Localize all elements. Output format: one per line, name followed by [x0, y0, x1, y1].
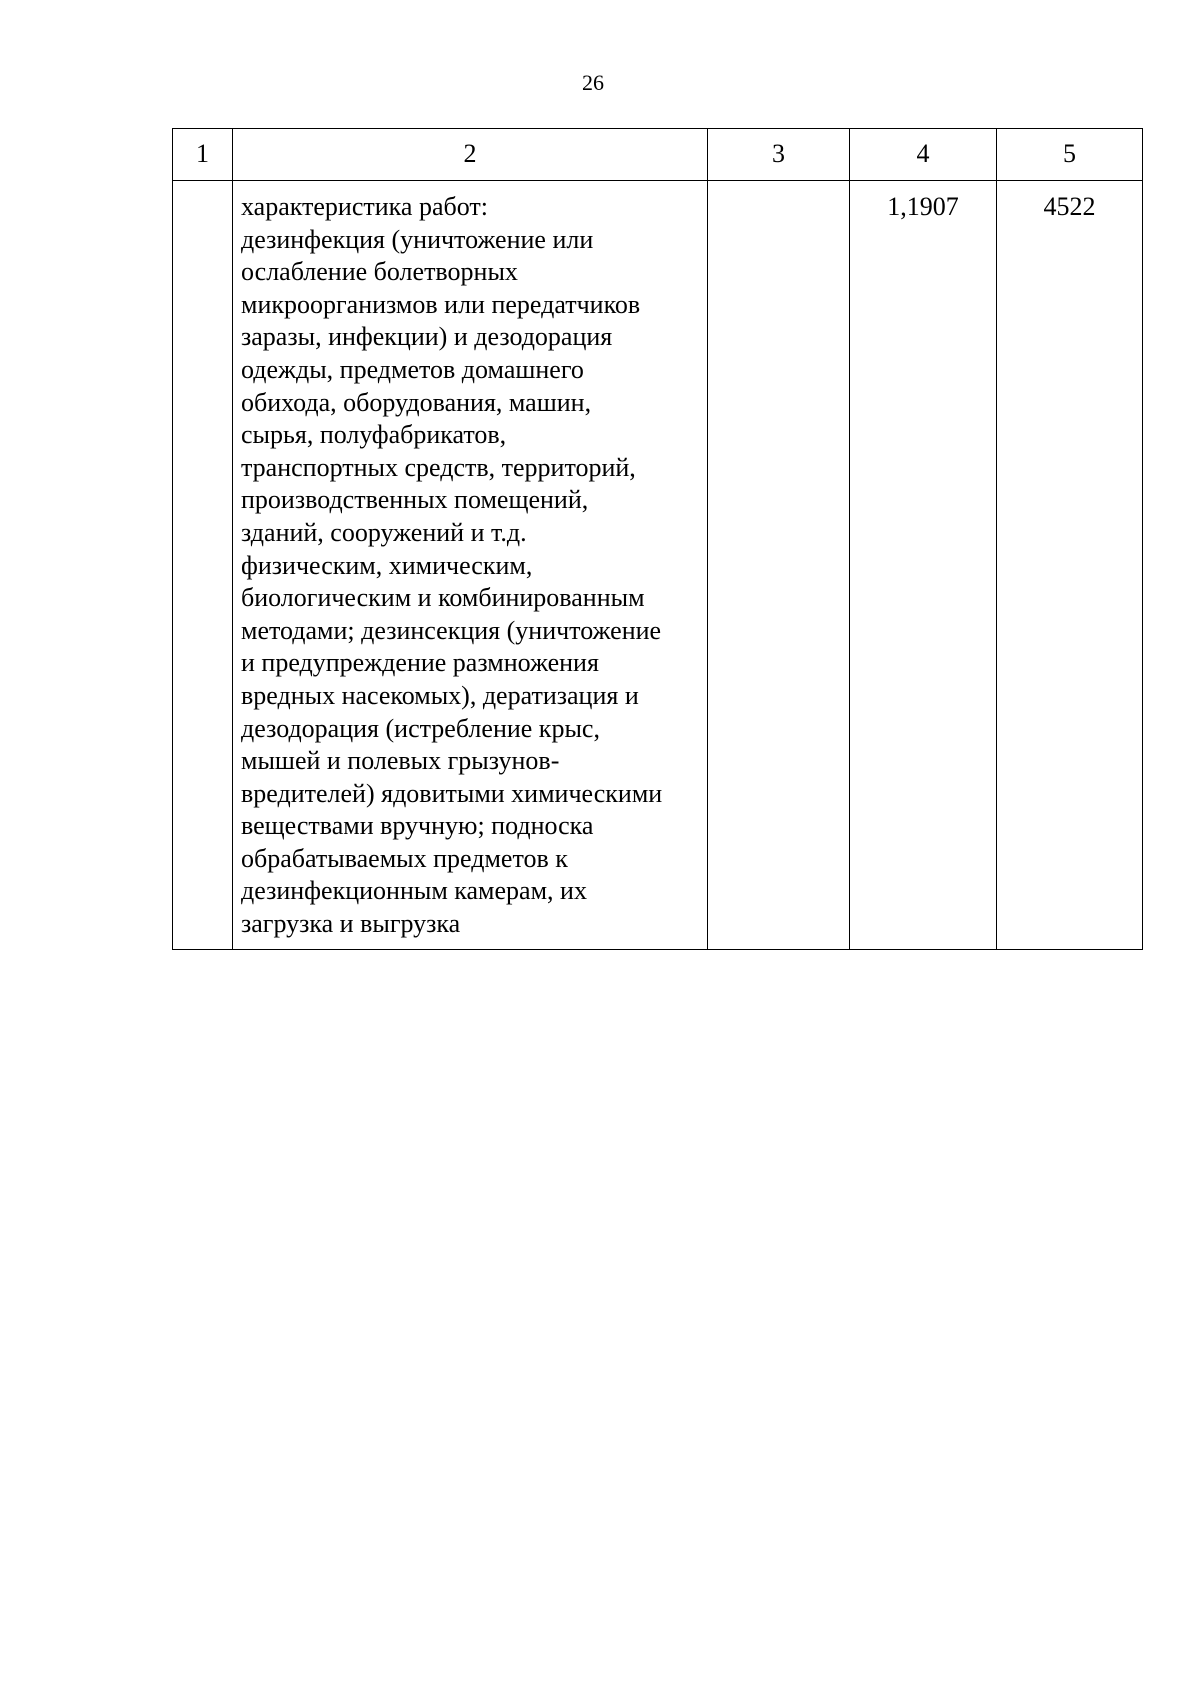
description-line: дезодорация (истребление крыс, — [241, 713, 600, 743]
tariff-table — [172, 128, 1143, 950]
description-line: дезинфекция (уничтожение или — [241, 224, 594, 254]
description-line: вредителей) ядовитыми химическими — [241, 778, 663, 808]
description-line: и предупреждение размножения — [241, 648, 599, 678]
description-line: микроорганизмов или передатчиков — [241, 289, 641, 319]
cell-amount: 4522 — [997, 181, 1143, 950]
description-line: биологическим и комбинированным — [241, 583, 645, 613]
table-header-row — [173, 129, 1143, 181]
description-line: обрабатываемых предметов к — [241, 843, 568, 873]
description-line: заразы, инфекции) и дезодорация — [241, 322, 613, 352]
cell-col1 — [173, 181, 233, 950]
column-header-3: 3 — [708, 129, 850, 181]
page-number: 26 — [582, 70, 604, 95]
description-line: зданий, сооружений и т.д. — [241, 517, 527, 547]
cell-col3 — [708, 181, 850, 950]
description-line: вредных насекомых), дератизация и — [241, 680, 639, 710]
description-line: характеристика работ: — [241, 192, 488, 221]
description-line: ослабление болетворных — [241, 257, 518, 287]
description-line: производственных помещений, — [241, 485, 589, 515]
description-line: веществами вручную; подноска — [241, 811, 594, 841]
description-line: дезинфекционным камерам, их — [241, 876, 587, 906]
column-header-1: 1 — [173, 129, 233, 181]
description-line: физическим, химическим, — [241, 550, 533, 580]
description-line: одежды, предметов домашнего — [241, 354, 584, 384]
column-header-4: 4 — [850, 129, 997, 181]
table-row — [173, 181, 1143, 950]
description-line: мышей и полевых грызунов- — [241, 746, 560, 776]
column-header-2: 2 — [233, 129, 708, 181]
cell-description — [233, 181, 708, 950]
description-line: загрузка и выгрузка — [241, 909, 461, 939]
description-line: обихода, оборудования, машин, — [241, 387, 592, 417]
description-line: транспортных средств, территорий, — [241, 452, 636, 482]
column-header-5: 5 — [997, 129, 1143, 181]
cell-coefficient: 1,1907 — [850, 181, 997, 950]
description-line: сырья, полуфабрикатов, — [241, 420, 507, 450]
description-line: методами; дезинсекция (уничтожение — [241, 615, 662, 645]
